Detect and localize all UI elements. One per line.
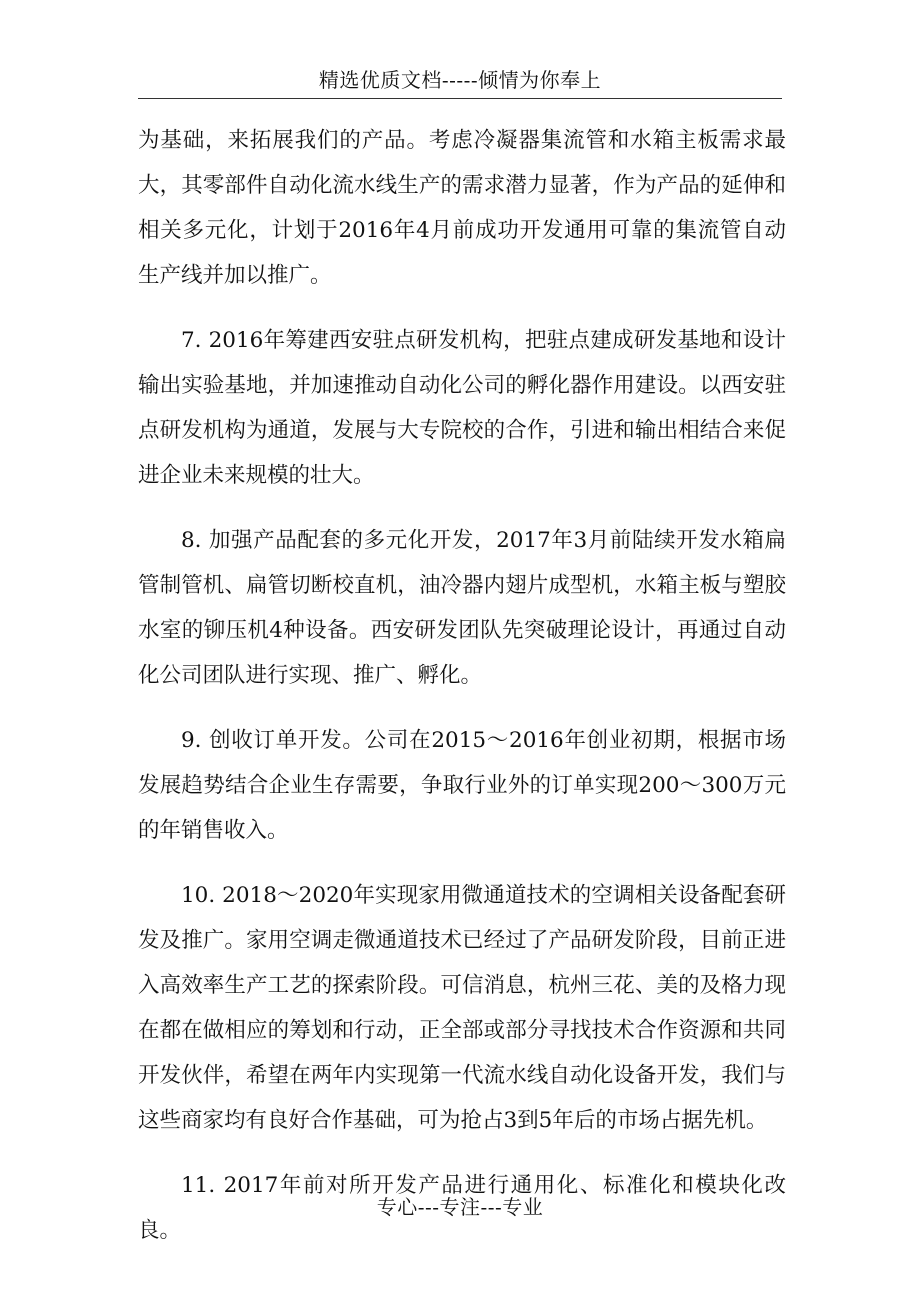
paragraph-item-9: 9. 创收订单开发。公司在2015～2016年创业初期，根据市场发展趋势结合企业生存需要，争取行业外的订单实现200～300万元的年销售收入。 xyxy=(138,728,787,843)
paragraph-item-7: 7. 2016年筹建西安驻点研发机构，把驻点建成研发基地和设计输出实验基地，并加速推动自动化公司的孵化器作用建设。以西安驻点研发机构为通道，发展与大专院校的合作，引进和输出相结合来促进企业未来规模的壮大。 xyxy=(138,328,786,488)
paragraph-continuation: 为基础，来拓展我们的产品。考虑冷凝器集流管和水箱主板需求最大，其零部件自动化流水线生产的需求潜力显著，作为产品的延伸和相关多元化，计划于2016年4月前成功开发通用可靠的集流管自动生产线并加以推广。 xyxy=(138,128,786,288)
page-header: 精选优质文档-----倾情为你奉上 xyxy=(138,62,782,99)
page-footer: 专心---专注---专业 xyxy=(376,1195,544,1219)
paragraph-item-8: 8. 加强产品配套的多元化开发，2017年3月前陆续开发水箱扁管制管机、扁管切断校直机，油冷器内翅片成型机，水箱主板与塑胶水室的铆压机4种设备。西安研发团队先突破理论设计，再通过自动化公司团队进行实现、推广、孵化。 xyxy=(138,528,786,688)
paragraph-item-11: 11. 2017年前对所开发产品进行通用化、标准化和模块化改良。 xyxy=(138,1173,786,1243)
document-body xyxy=(138,118,786,1273)
paragraph-item-10: 10. 2018～2020年实现家用微通道技术的空调相关设备配套研发及推广。家用空调走微通道技术已经过了产品研发阶段，目前正进入高效率生产工艺的探索阶段。可信消息，杭州三花、美的及格力现在都在做相应的筹划和行动，正全部或部分寻找技术合作资源和共同开发伙伴，希望在两年内实现第一代流水线自动化设备开发，我们与这些商家均有良好合作基础，可为抢占3到5年后的市场占据先机。 xyxy=(138,883,786,1133)
